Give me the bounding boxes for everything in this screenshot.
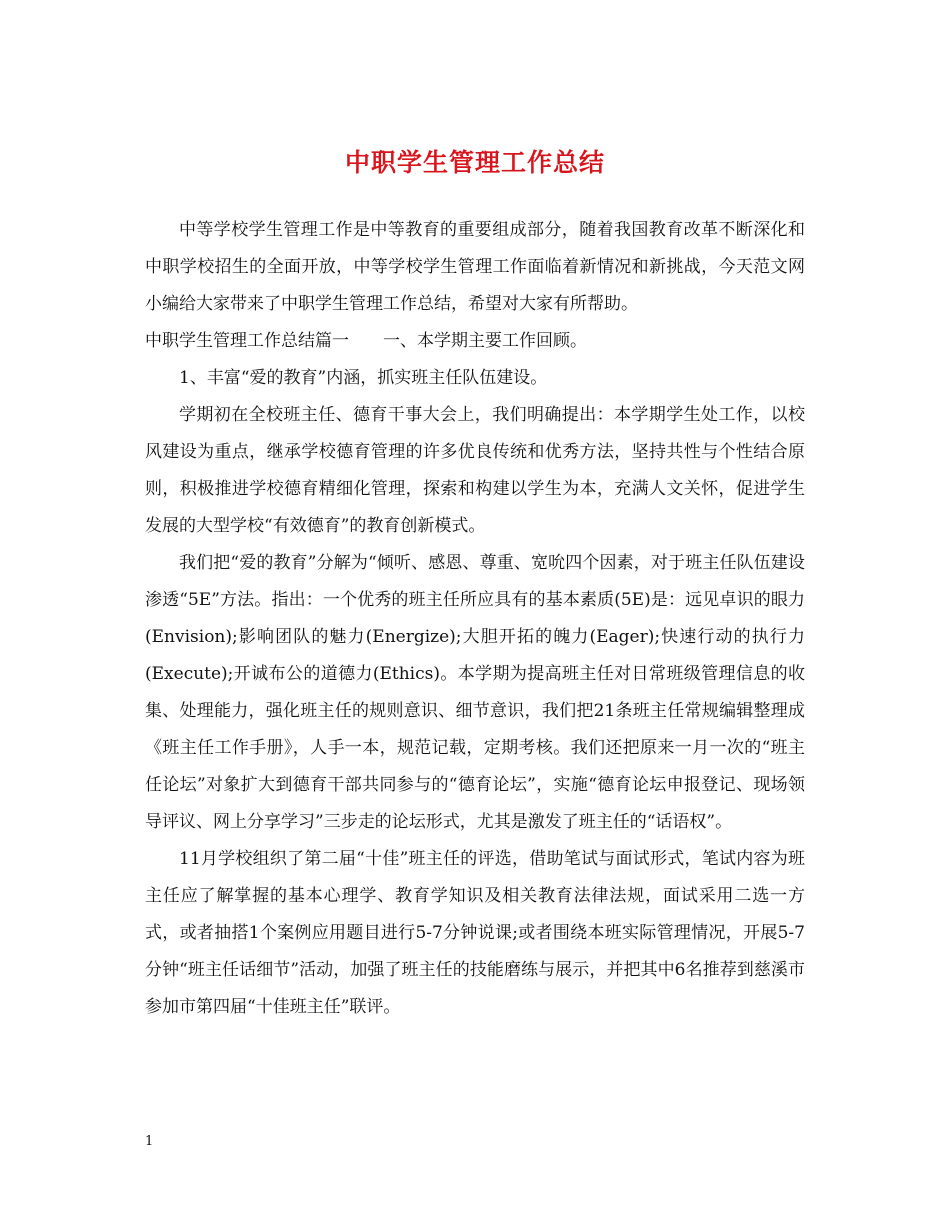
page-number: 1 [145, 1134, 154, 1149]
document-body [145, 212, 805, 1026]
subsection-heading: 1、丰富“爱的教育”内涵，抓实班主任队伍建设。 [179, 368, 548, 388]
body-paragraph: 学期初在全校班主任、德育干事大会上，我们明确提出：本学期学生处工作，以校风建设为重点，继承学校德育管理的许多优良传统和优秀方法，坚持共性与个性结合原则，积极推进学校德育精细化管理，探索和构建以学生为本，充满人文关怀，促进学生发展的大型学校“有效德育”的教育创新模式。 [145, 405, 805, 536]
body-paragraph: 我们把“爱的教育”分解为“倾听、感恩、尊重、宽吮四个因素，对于班主任队伍建设渗透“5E”方法。指出：一个优秀的班主任所应具有的基本素质(5E)是：远见卓识的眼力(Envision);影响团队的魅力(Energize);大胆开拓的魄力(Eager);快速行动的执行力(Execute);开诚布公的道德力(Ethics)。本学期为提高班主任对日常班级管理信息的收集、处理能力，强化班主任的规则意识、细节意识，我们把21条班主任常规编辑整理成《班主任工作手册》，人手一本，规范记载，定期考核。我们还把原来一月一次的“班主任论坛”对象扩大到德育干部共同参与的“德育论坛”，实施“德育论坛申报登记、现场领导评议、网上分享学习”三步走的论坛形式，尤其是激发了班主任的“话语权”。 [145, 553, 805, 832]
body-paragraph: 11月学校组织了第二届“十佳”班主任的评选，借助笔试与面试形式，笔试内容为班主任应了解掌握的基本心理学、教育学知识及相关教育法律法规，面试采用二选一方式，或者抽搭1个案例应用题目进行5-7分钟说课;或者围绕本班实际管理情况，开展5-7分钟“班主任话细节”活动，加强了班主任的技能磨练与展示，并把其中6名推荐到慈溪市参加市第四届“十佳班主任”联评。 [145, 849, 805, 1017]
document-title: 中职学生管理工作总结 [344, 148, 605, 177]
section-heading: 中职学生管理工作总结篇一 一、本学期主要工作回顾。 [145, 331, 587, 351]
intro-paragraph: 中等学校学生管理工作是中等教育的重要组成部分，随着我国教育改革不断深化和中职学校招生的全面开放，中等学校学生管理工作面临着新情况和新挑战，今天范文网小编给大家带来了中职学生管理工作总结，希望对大家有所帮助。 [145, 220, 805, 314]
